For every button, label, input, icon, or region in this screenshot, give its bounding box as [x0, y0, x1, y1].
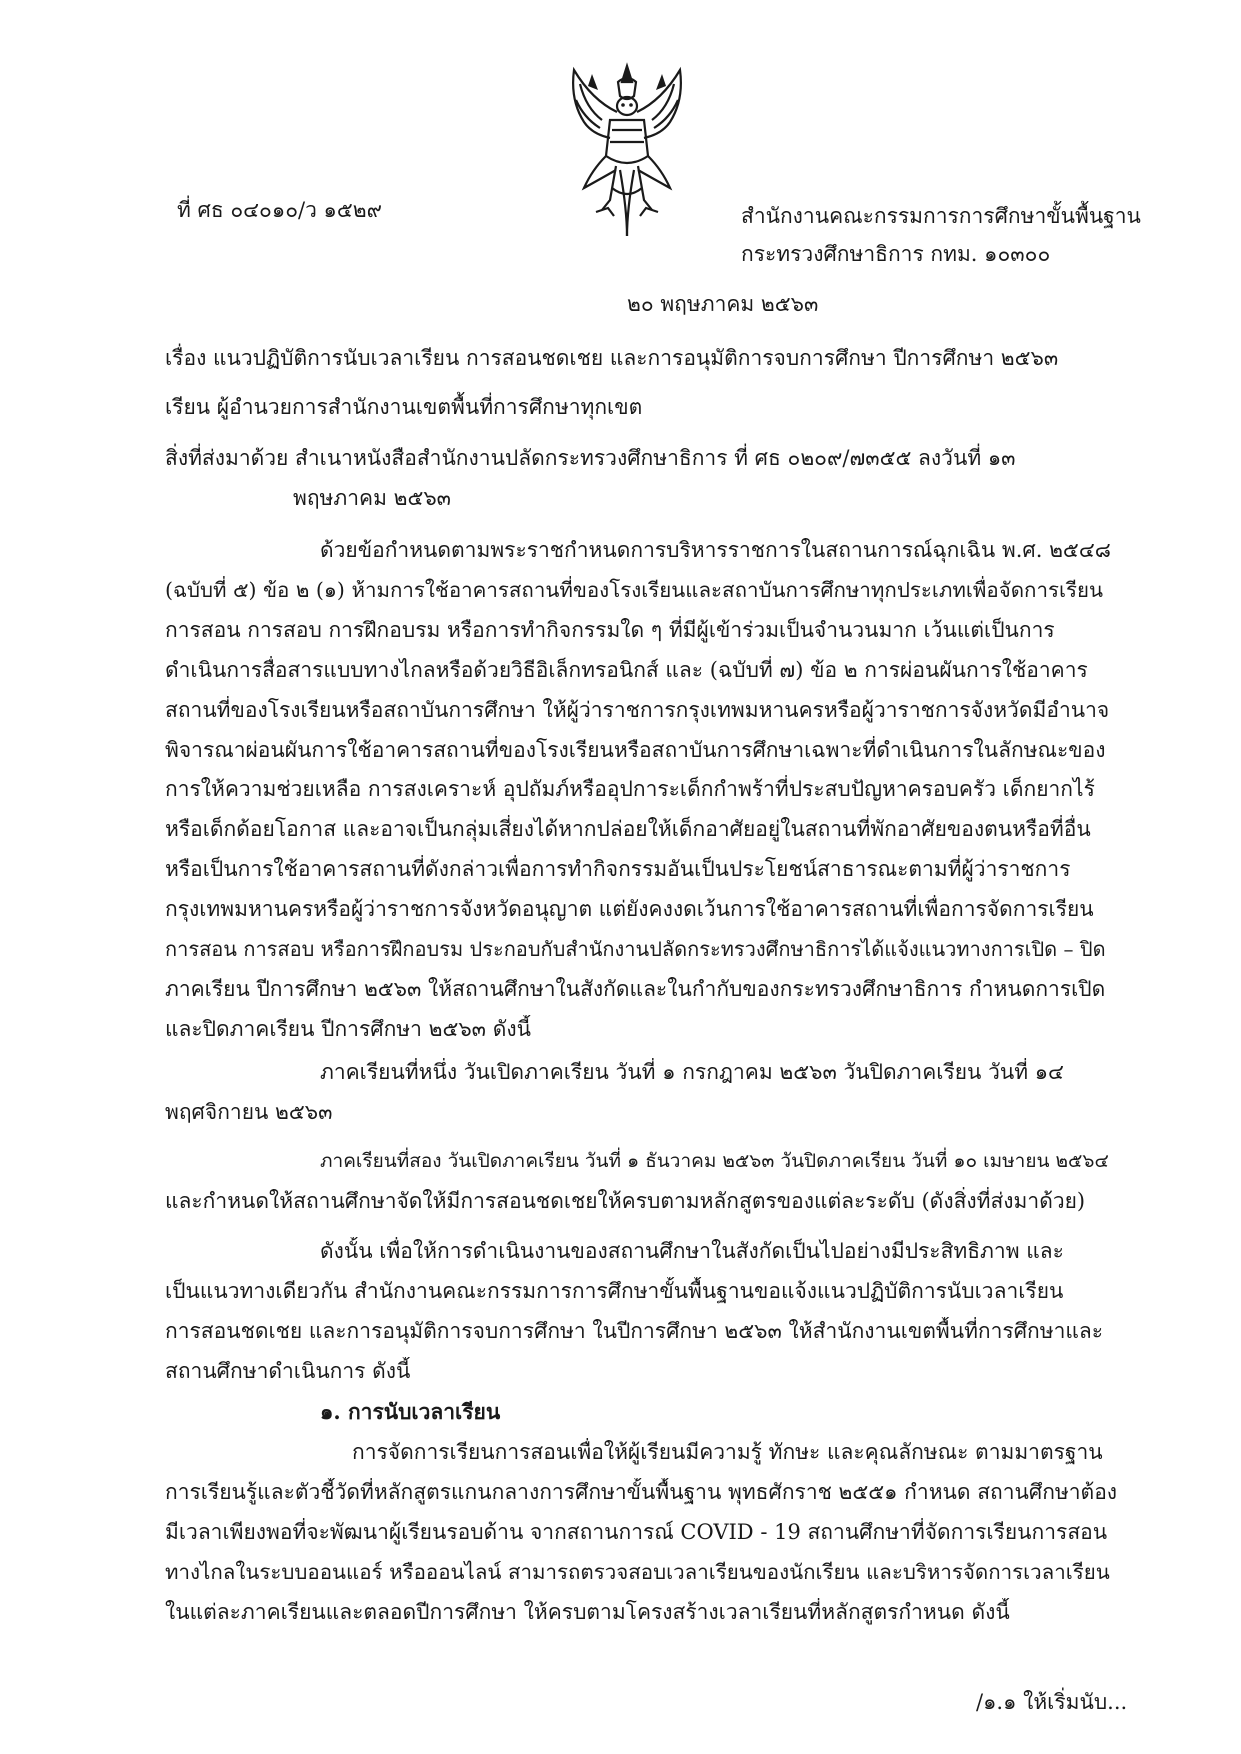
body-line: การเรียนรู้และตัวชี้วัดที่หลักสูตรแกนกลางการศึกษาขั้นพื้นฐาน พุทธศักราช ๒๕๕๑ กำหนด สถานศึกษาต้อง: [165, 1480, 1118, 1504]
body-line: มีเวลาเพียงพอที่จะพัฒนาผู้เรียนรอบด้าน จากสถานการณ์ COVID - 19 สถานศึกษาที่จัดการเรียนการสอน: [165, 1520, 1108, 1544]
agency-address: กระทรวงศึกษาธิการ กทม. ๑๐๓๐๐: [741, 242, 1051, 266]
body-line: หรือเด็กด้อยโอกาส และอาจเป็นกลุ่มเสี่ยงได้หากปล่อยให้เด็กอาศัยอยู่ในสถานที่พักอาศัยของตนหรือที่อื่น: [165, 817, 1091, 841]
body-line: การจัดการเรียนการสอนเพื่อให้ผู้เรียนมีความรู้ ทักษะ และคุณลักษณะ ตามมาตรฐาน: [352, 1440, 1103, 1464]
body-line: หรือเป็นการใช้อาคารสถานที่ดังกล่าวเพื่อการทำกิจกรรมอันเป็นประโยชน์สาธารณะตามที่ผู้ว่าราชการ: [165, 857, 1071, 881]
section-heading: ๑. การนับเวลาเรียน: [320, 1399, 501, 1424]
attachment-line: สิ่งที่ส่งมาด้วย สำเนาหนังสือสำนักงานปลัดกระทรวงศึกษาธิการ ที่ ศธ ๐๒๐๙/๗๓๕๕ ลงวันที่ ๑๓: [165, 446, 1016, 470]
body-line: กรุงเทพมหานครหรือผู้ว่าราชการจังหวัดอนุญาต แต่ยังคงงดเว้นการใช้อาคารสถานที่เพื่อการจัดการเรียน: [165, 897, 1094, 921]
body-line: พฤศจิกายน ๒๕๖๓: [165, 1100, 333, 1124]
body-line: เป็นแนวทางเดียวกัน สำนักงานคณะกรรมการการศึกษาขั้นพื้นฐานขอแจ้งแนวปฏิบัติการนับเวลาเรียน: [165, 1279, 1064, 1303]
body-line: และกำหนดให้สถานศึกษาจัดให้มีการสอนชดเชยให้ครบตามหลักสูตรของแต่ละระดับ (ดังสิ่งที่ส่งมาด้วย): [165, 1189, 1086, 1213]
reference-number: ที่ ศธ ๐๔๐๑๐/ว ๑๕๒๙: [177, 198, 383, 222]
body-line: ภาคเรียนที่สอง วันเปิดภาคเรียน วันที่ ๑ ธันวาคม ๒๕๖๓ วันปิดภาคเรียน วันที่ ๑๐ เมษายน ๒๕๖๔: [320, 1150, 1109, 1172]
attachment-line-cont: พฤษภาคม ๒๕๖๓: [293, 486, 452, 510]
continuation-marker: /๑.๑ ให้เริ่มนับ...: [976, 1690, 1128, 1714]
body-line: ดำเนินการสื่อสารแบบทางไกลหรือด้วยวิธีอิเล็กทรอนิกส์ และ (ฉบับที่ ๗) ข้อ ๒ การผ่อนผันการใช้อาคาร: [165, 658, 1088, 682]
body-line: ภาคเรียนที่หนึ่ง วันเปิดภาคเรียน วันที่ ๑ กรกฎาคม ๒๕๖๓ วันปิดภาคเรียน วันที่ ๑๔: [320, 1060, 1064, 1084]
body-line: และปิดภาคเรียน ปีการศึกษา ๒๕๖๓ ดังนี้: [165, 1017, 531, 1041]
garuda-emblem: [562, 60, 692, 238]
body-line: การสอนชดเชย และการอนุมัติการจบการศึกษา ในปีการศึกษา ๒๕๖๓ ให้สำนักงานเขตพื้นที่การศึกษาและ: [165, 1319, 1104, 1343]
body-line: พิจารณาผ่อนผันการใช้อาคารสถานที่ของโรงเรียนหรือสถาบันการศึกษาเฉพาะที่ดำเนินการในลักษณะของ: [165, 738, 1106, 762]
body-line: การสอน การสอบ หรือการฝึกอบรม ประกอบกับสำนักงานปลัดกระทรวงศึกษาธิการได้แจ้งแนวทางการเปิด – ปิด: [165, 937, 1106, 961]
agency-name: สำนักงานคณะกรรมการการศึกษาขั้นพื้นฐาน: [741, 204, 1141, 228]
body-line: ด้วยข้อกำหนดตามพระราชกำหนดการบริหารราชการในสถานการณ์ฉุกเฉิน พ.ศ. ๒๕๔๘: [320, 538, 1111, 562]
body-line: ทางไกลในระบบออนแอร์ หรือออนไลน์ สามารถตรวจสอบเวลาเรียนของนักเรียน และบริหารจัดการเวลาเรียน: [165, 1560, 1110, 1584]
body-line: ภาคเรียน ปีการศึกษา ๒๕๖๓ ให้สถานศึกษาในสังกัดและในกำกับของกระทรวงศึกษาธิการ กำหนดการเปิด: [165, 977, 1106, 1001]
body-line: (ฉบับที่ ๕) ข้อ ๒ (๑) ห้ามการใช้อาคารสถานที่ของโรงเรียนและสถาบันการศึกษาทุกประเภทเพื่อจัดการเรียน: [165, 578, 1104, 602]
body-line: สถานที่ของโรงเรียนหรือสถาบันการศึกษา ให้ผู้ว่าราชการกรุงเทพมหานครหรือผู้วาราชการจังหวัดมีอำนาจ: [165, 698, 1110, 722]
body-line: การให้ความช่วยเหลือ การสงเคราะห์ อุปถัมภ์หรืออุปการะเด็กกำพร้าที่ประสบปัญหาครอบครัว เด็กยากไร้: [165, 777, 1095, 801]
document-date: ๒๐ พฤษภาคม ๒๕๖๓: [627, 292, 819, 316]
body-line: การสอน การสอบ การฝึกอบรม หรือการทำกิจกรรมใด ๆ ที่มีผู้เข้าร่วมเป็นจำนวนมาก เว้นแต่เป็นการ: [165, 618, 1055, 642]
recipient-line: เรียน ผู้อำนวยการสำนักงานเขตพื้นที่การศึกษาทุกเขต: [165, 395, 643, 419]
body-line: สถานศึกษาดำเนินการ ดังนี้: [165, 1359, 411, 1383]
body-line: ในแต่ละภาคเรียนและตลอดปีการศึกษา ให้ครบตามโครงสร้างเวลาเรียนที่หลักสูตรกำหนด ดังนี้: [165, 1600, 1010, 1624]
subject-line: เรื่อง แนวปฏิบัติการนับเวลาเรียน การสอนชดเชย และการอนุมัติการจบการศึกษา ปีการศึกษา ๒๕๖๓: [165, 346, 1059, 370]
body-line: ดังนั้น เพื่อให้การดำเนินงานของสถานศึกษาในสังกัดเป็นไปอย่างมีประสิทธิภาพ และ: [320, 1239, 1064, 1263]
